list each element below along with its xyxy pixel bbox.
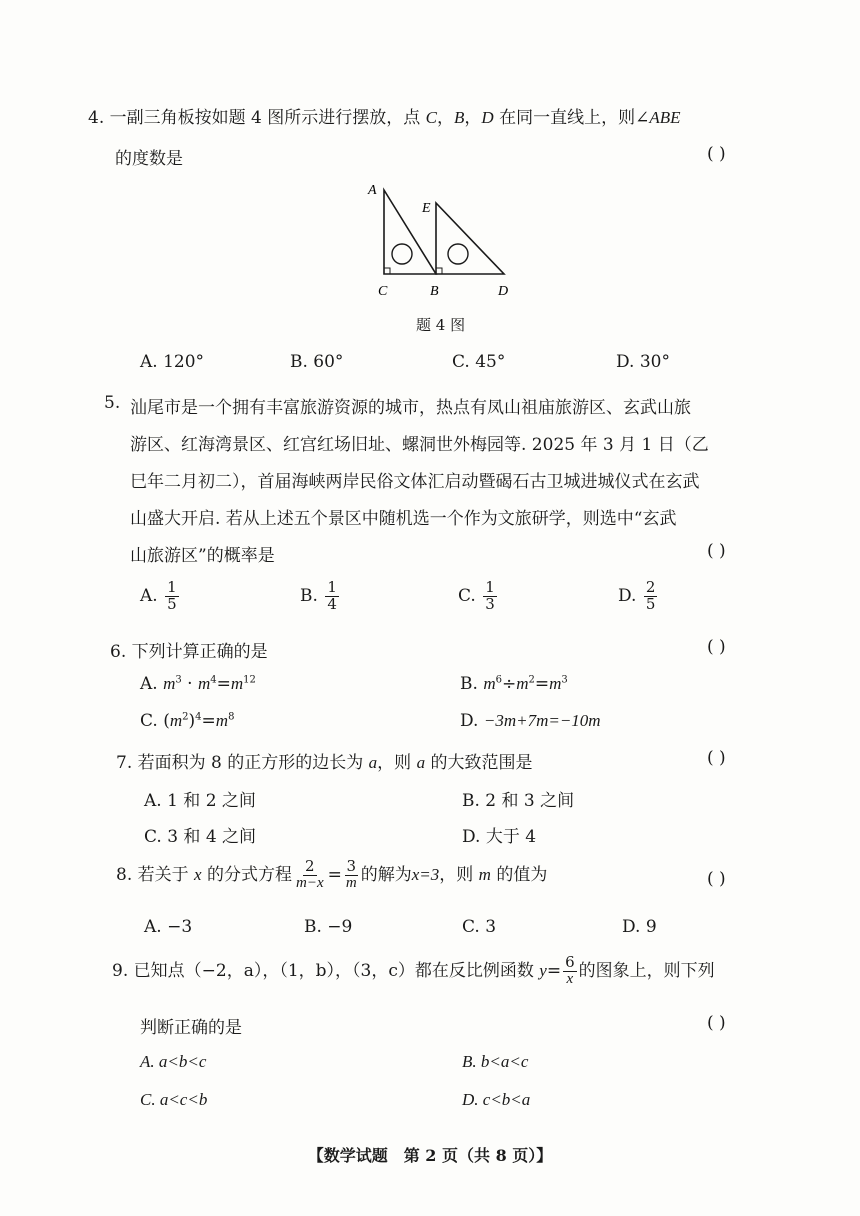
label-d: D (498, 284, 509, 299)
q9-option-d: D. c<b<a (462, 1090, 531, 1109)
q7-option-d: D. 大于 4 (462, 827, 537, 847)
fraction: $\frac{1}{4}$ (327, 578, 337, 613)
fraction: $\frac{6}{x}$ (565, 953, 575, 987)
q4-option-b: B. 60° (290, 352, 344, 372)
q4-figure (360, 178, 520, 303)
q8-stem: 8. 若关于 x 的分式方程 $\frac{2}{m-x}$ = $\frac{3}{m}$ 的解为x=3，则 m 的值为 (116, 857, 548, 891)
q6-option-d: D. −3m+7m=−10m (460, 711, 601, 731)
q8-option-b: B. −9 (304, 917, 353, 937)
q5-line2: 游区、红海湾景区、红宫红场旧址、螺洞世外梅园等. 2025 年 3 月 1 日（乙 (130, 435, 709, 455)
fraction: $\frac{3}{m}$ (345, 857, 357, 891)
label-a: A (368, 183, 377, 198)
q8-option-d: D. 9 (622, 917, 657, 937)
q7-answer-paren: ( ) (707, 748, 726, 768)
q8-option-a: A. −3 (144, 917, 193, 937)
q6-answer-paren: ( ) (707, 637, 726, 657)
q5-line4: 山盛大开启. 若从上述五个景区中随机选一个作为文旅研学，则选中“玄武 (130, 509, 677, 529)
fraction: $\frac{2}{5}$ (645, 578, 656, 613)
fraction: $\frac{2}{m-x}$ (296, 857, 324, 891)
label-e: E (422, 201, 431, 216)
q4-line2: 的度数是 (115, 149, 183, 169)
q9-option-c: C. a<c<b (140, 1090, 208, 1109)
q7-option-b: B. 2 和 3 之间 (462, 791, 575, 811)
q6-stem: 6. 下列计算正确的是 (110, 642, 268, 662)
circle-left (392, 244, 412, 264)
q5-option-b: B. $\frac{1}{4}$ (300, 578, 337, 613)
q9-answer-paren: ( ) (707, 1013, 726, 1033)
q9-line2: 判断正确的是 (140, 1018, 242, 1038)
q4-option-a: A. 120° (140, 352, 205, 372)
q6-option-a: A. $m^3 \cdot m^4=m^{12}$ (140, 674, 256, 694)
q4-number: 4. (88, 108, 105, 128)
q9-option-b: B. b<a<c (462, 1052, 529, 1071)
q5-option-d: D. $\frac{2}{5}$ (618, 578, 656, 613)
q6-option-c: C. $(m^2)^4=m^8$ (140, 711, 235, 731)
q4-option-c: C. 45° (452, 352, 506, 372)
label-b: B (430, 284, 439, 299)
q5-answer-paren: ( ) (707, 541, 726, 561)
fraction: $\frac{1}{3}$ (485, 578, 495, 613)
circle-right (448, 244, 468, 264)
q5-number: 5. (104, 393, 121, 413)
page-footer: 【数学试题 第 2 页（共 8 页）】 (307, 1146, 553, 1165)
q4-answer-paren: ( ) (707, 144, 726, 164)
q9-option-a: A. a<b<c (140, 1052, 207, 1071)
right-angle-mark-b (436, 268, 442, 274)
q6-option-b: B. $m^6\div m^2=m^3$ (460, 674, 568, 694)
q8-answer-paren: ( ) (707, 869, 726, 889)
q5-line5: 山旅游区”的概率是 (130, 546, 275, 566)
q4-line1: 4. 一副三角板按如题 4 图所示进行摆放，点 C，B，D 在同一直线上，则∠ABE (88, 108, 681, 128)
q7-option-a: A. 1 和 2 之间 (144, 791, 256, 811)
q5-line3: 巳年二月初二），首届海峡两岸民俗文体汇启动暨碣石古卫城进城仪式在玄武 (130, 472, 700, 492)
triangle-right (436, 203, 504, 274)
fraction: $\frac{1}{5}$ (167, 578, 177, 613)
q4-figure-caption: 题 4 图 (416, 316, 466, 334)
label-c: C (378, 284, 388, 299)
q5-option-c: C. $\frac{1}{3}$ (458, 578, 495, 613)
right-angle-mark-c (384, 268, 390, 274)
q5-option-a: A. $\frac{1}{5}$ (140, 578, 177, 613)
q7-option-c: C. 3 和 4 之间 (144, 827, 257, 847)
q9-stem: 9. 已知点（−2，a），（1，b），（3，c）都在反比例函数 y= $\frac{6}{x}$ 的图象上，则下列 (112, 953, 715, 987)
q5-line1: 汕尾市是一个拥有丰富旅游资源的城市，热点有凤山祖庙旅游区、玄武山旅 (130, 398, 691, 418)
q7-stem: 7. 若面积为 8 的正方形的边长为 a，则 a 的大致范围是 (116, 753, 533, 773)
q4-option-d: D. 30° (616, 352, 670, 372)
q8-option-c: C. 3 (462, 917, 497, 937)
